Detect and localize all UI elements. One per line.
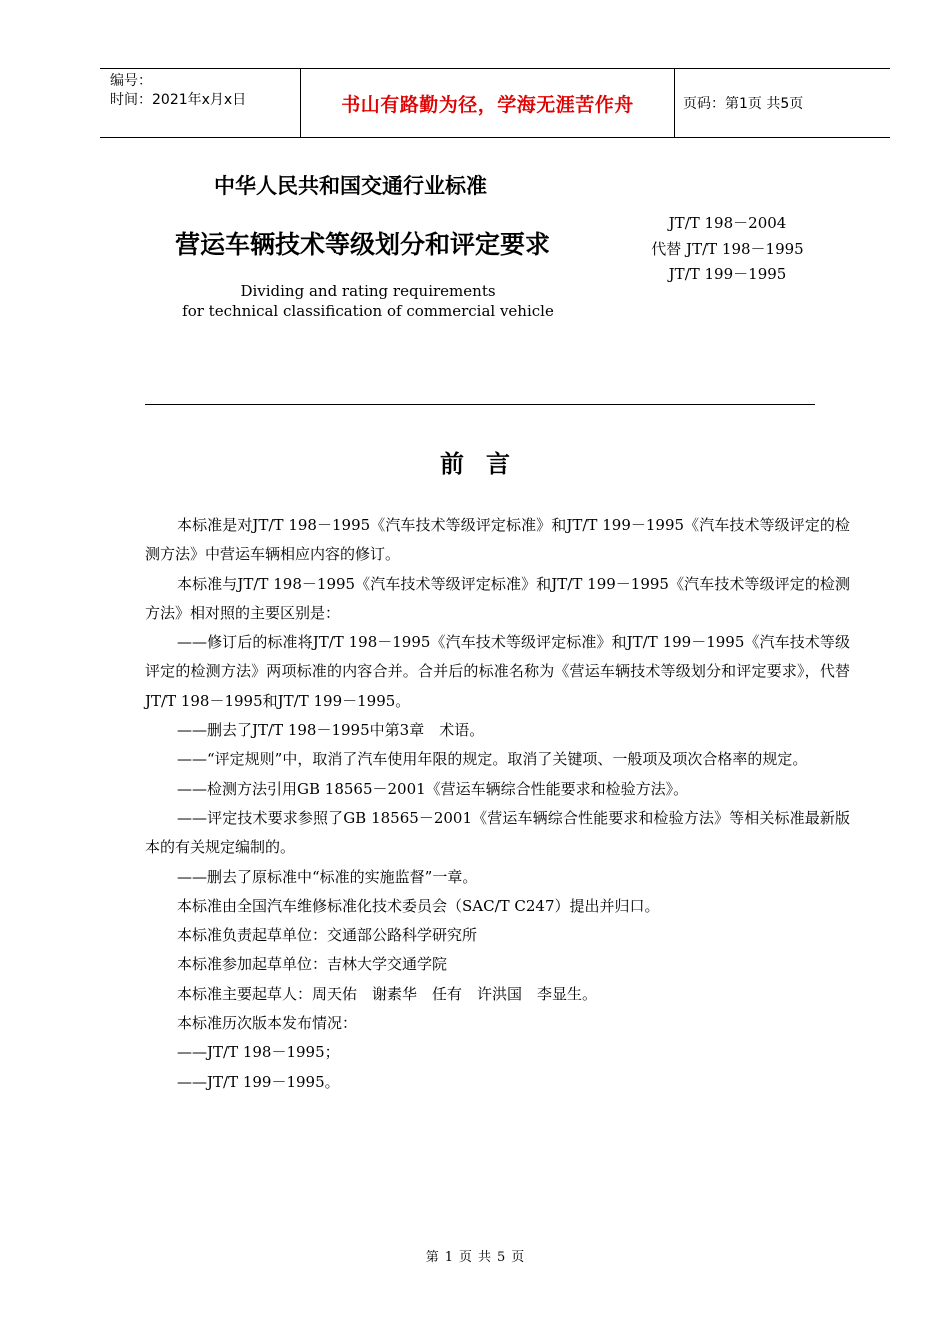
footer-part: 第 bbox=[425, 1250, 439, 1265]
header-page-info: 页码：第1页 共5页 bbox=[683, 96, 804, 112]
page-footer bbox=[0, 1246, 950, 1265]
paragraph: ——JT/T 198－1995； bbox=[177, 1043, 340, 1062]
paragraph: ——检测方法引用GB 18565－2001《营运车辆综合性能要求和检验方法》。 bbox=[177, 779, 689, 798]
english-title bbox=[168, 281, 568, 321]
paragraph: ——评定技术要求参照了GB 18565－2001《营运车辆综合性能要求和检验方法》等相关标准最新版本的有关规定编制的。 bbox=[145, 808, 850, 857]
replaced-code-1: 代替 JT/T 198－1995 bbox=[651, 239, 804, 258]
english-title-line-2: for technical classification of commercial vehicle bbox=[182, 302, 554, 320]
standard-code: JT/T 198－2004 bbox=[668, 214, 787, 232]
paragraph: ——删去了原标准中“标准的实施监督”一章。 bbox=[177, 867, 478, 886]
header-table bbox=[100, 68, 890, 138]
footer-part: 页 bbox=[511, 1250, 525, 1265]
paragraph: 本标准是对JT/T 198－1995《汽车技术等级评定标准》和JT/T 199－1995《汽车技术等级评定的检测方法》中营运车辆相应内容的修订。 bbox=[145, 516, 850, 564]
divider bbox=[145, 404, 815, 405]
footer-total-pages: 5 bbox=[497, 1250, 506, 1265]
paragraph: 本标准主要起草人：周天佑 谢素华 任有 许洪国 李显生。 bbox=[177, 984, 598, 1003]
document-body bbox=[145, 511, 850, 1097]
document-title: 营运车辆技术等级划分和评定要求 bbox=[175, 230, 551, 259]
paragraph: ——JT/T 199－1995。 bbox=[177, 1072, 340, 1091]
organization-title: 中华人民共和国交通行业标准 bbox=[214, 174, 487, 198]
paragraph: ——“评定规则”中，取消了汽车使用年限的规定。取消了关键项、一般项及项次合格率的规定。 bbox=[177, 750, 808, 769]
footer-part: 页 bbox=[458, 1250, 472, 1265]
time-label: 时间：2021年x月x日 bbox=[110, 92, 247, 108]
paragraph: 本标准参加起草单位：吉林大学交通学院 bbox=[177, 955, 448, 974]
footer-current-page: 1 bbox=[444, 1250, 453, 1265]
paragraph: ——修订后的标准将JT/T 198－1995《汽车技术等级评定标准》和JT/T 199－1995《汽车技术等级评定的检测方法》两项标准的内容合并。合并后的标准名称为《营运车辆技术等级划分和评定要求》，代替JT/T 198－1995和JT/T 199－1995。 bbox=[145, 633, 850, 710]
section-heading: 前言 bbox=[440, 450, 532, 478]
replaced-code-2: JT/T 199－1995 bbox=[668, 265, 787, 283]
english-title-line-1: Dividing and rating requirements bbox=[240, 282, 496, 300]
paragraph: 本标准历次版本发布情况： bbox=[177, 1014, 358, 1033]
number-label: 编号： bbox=[110, 73, 152, 89]
standard-codes bbox=[640, 211, 815, 288]
paragraph: 本标准由全国汽车维修标准化技术委员会（SAC/T C247）提出并归口。 bbox=[177, 896, 660, 915]
footer-part: 共 bbox=[478, 1250, 492, 1265]
paragraph: ——删去了JT/T 198－1995中第3章 术语。 bbox=[177, 721, 485, 740]
paragraph: 本标准负责起草单位：交通部公路科学研究所 bbox=[177, 926, 478, 945]
header-motto: 书山有路勤为径，学海无涯苦作舟 bbox=[301, 69, 675, 137]
header-meta-cell bbox=[100, 69, 301, 137]
paragraph: 本标准与JT/T 198－1995《汽车技术等级评定标准》和JT/T 199－1995《汽车技术等级评定的检测方法》相对照的主要区别是： bbox=[145, 574, 850, 622]
